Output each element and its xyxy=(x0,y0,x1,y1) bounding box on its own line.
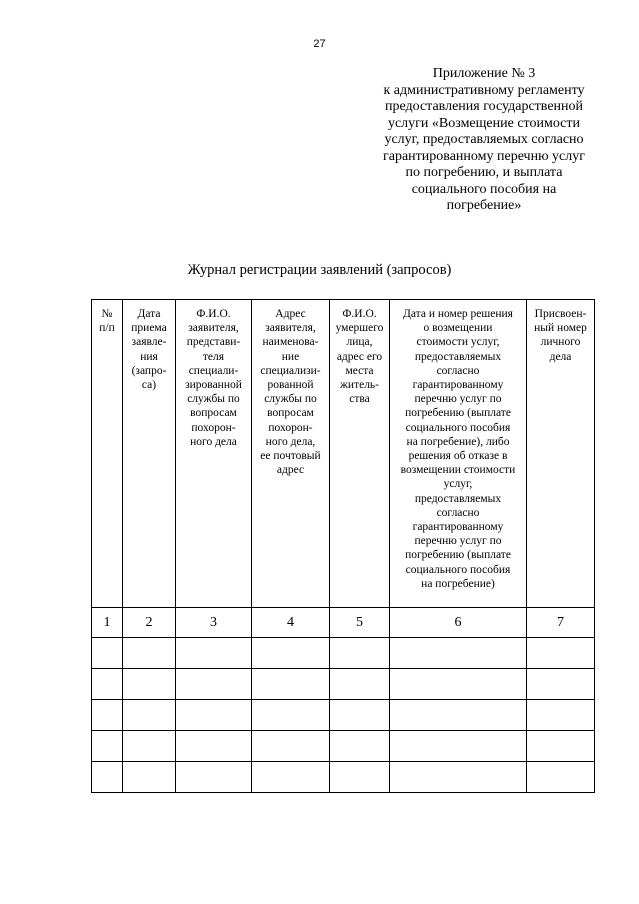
column-header-line: зированной xyxy=(185,379,242,392)
empty-cell xyxy=(123,669,176,700)
column-header-line: Ф.И.О. xyxy=(342,308,377,320)
appendix-line: услуги «Возмещение стоимости xyxy=(387,115,581,131)
column-header-line: предоставляемых xyxy=(414,492,502,505)
column-header-line: адрес xyxy=(276,464,305,477)
column-header-line: стоимости услуг, xyxy=(416,336,500,349)
empty-cell xyxy=(390,700,527,731)
column-header-line: предоставляемых xyxy=(414,350,502,363)
column-number: 5 xyxy=(330,608,390,638)
column-header-line: заявителя, xyxy=(188,322,239,335)
column-header-line: социального пособия xyxy=(405,563,511,576)
column-header-line: са) xyxy=(141,379,157,392)
column-header-line: перечню услуг по xyxy=(414,393,502,406)
empty-cell xyxy=(176,731,252,762)
column-header-line: наименова- xyxy=(262,336,319,349)
appendix-line: услуг, предоставляемых согласно xyxy=(384,132,584,147)
empty-cell xyxy=(92,762,123,793)
empty-cell xyxy=(390,762,527,793)
empty-cell xyxy=(527,669,595,700)
column-header-line: заявле- xyxy=(131,336,167,349)
appendix-header xyxy=(360,66,608,215)
column-header-line: вопросам xyxy=(190,407,237,420)
empty-cell xyxy=(176,700,252,731)
column-header xyxy=(252,300,330,608)
empty-cell xyxy=(330,700,390,731)
empty-cell xyxy=(390,669,527,700)
column-header-line: на погребение), либо xyxy=(406,435,510,448)
column-header-line: специализи- xyxy=(260,364,321,377)
empty-cell xyxy=(252,731,330,762)
empty-cell xyxy=(527,700,595,731)
column-header-line: услуг, xyxy=(443,478,473,491)
appendix-line: по погребению, и выплата xyxy=(405,165,563,180)
empty-row xyxy=(92,700,595,731)
column-header-line: п/п xyxy=(99,322,115,335)
registration-journal-table xyxy=(91,299,595,793)
column-header-line: погребению (выплате xyxy=(405,549,511,562)
empty-row xyxy=(92,638,595,669)
column-header-line: личного xyxy=(540,336,581,349)
column-header-line: вопросам xyxy=(267,407,314,420)
appendix-line: погребение» xyxy=(446,198,522,213)
column-header xyxy=(527,300,595,608)
column-number: 1 xyxy=(92,608,123,638)
empty-cell xyxy=(252,762,330,793)
column-header-line: ный номер xyxy=(534,322,587,335)
column-header-line: похорон- xyxy=(268,421,313,434)
empty-cell xyxy=(527,731,595,762)
column-header-line: решения об отказе в xyxy=(408,450,508,463)
appendix-line: гарантированному перечню услуг xyxy=(383,148,585,164)
empty-cell xyxy=(92,638,123,669)
table-title: Журнал регистрации заявлений (запросов) xyxy=(187,262,452,278)
column-header-line: специали- xyxy=(188,364,239,377)
column-header-line: службы по xyxy=(187,393,240,406)
column-header-line: ства xyxy=(349,393,370,406)
column-header-line: умершего xyxy=(335,322,384,335)
column-header xyxy=(176,300,252,608)
column-header-line: Дата и номер решения xyxy=(403,308,513,320)
column-header-line: ного дела, xyxy=(265,435,316,448)
column-header-line: похорон- xyxy=(191,421,236,434)
column-number: 3 xyxy=(176,608,252,638)
column-header xyxy=(330,300,390,608)
empty-cell xyxy=(92,731,123,762)
column-header-line: гарантированному xyxy=(412,379,504,392)
column-header-line: заявителя, xyxy=(265,322,316,335)
column-header-line: теля xyxy=(202,350,225,363)
empty-cell xyxy=(330,731,390,762)
column-header-line: перечню услуг по xyxy=(414,535,502,548)
empty-cell xyxy=(330,669,390,700)
column-header-line: Ф.И.О. xyxy=(196,308,231,320)
column-header xyxy=(92,300,123,608)
column-header xyxy=(390,300,527,608)
column-number: 6 xyxy=(390,608,527,638)
column-header-line: согласно xyxy=(436,364,480,377)
column-header xyxy=(123,300,176,608)
column-header-line: дела xyxy=(549,350,572,363)
column-header-line: ного дела xyxy=(190,435,237,448)
column-header-line: на погребение) xyxy=(421,577,495,590)
column-header-line: социального пособия xyxy=(405,421,511,434)
empty-cell xyxy=(527,762,595,793)
column-header-line: гарантированному xyxy=(412,521,504,534)
empty-cell xyxy=(252,700,330,731)
empty-row xyxy=(92,762,595,793)
column-number: 4 xyxy=(252,608,330,638)
column-header-line: погребению (выплате xyxy=(405,407,511,420)
empty-cell xyxy=(123,700,176,731)
appendix-line: социального пособия на xyxy=(411,181,557,197)
empty-cell xyxy=(527,638,595,669)
column-header-line: лица, xyxy=(346,336,373,349)
empty-cell xyxy=(390,638,527,669)
appendix-line: Приложение № 3 xyxy=(432,66,536,81)
empty-cell xyxy=(252,638,330,669)
empty-cell xyxy=(176,638,252,669)
empty-cell xyxy=(390,731,527,762)
column-header-line: приема xyxy=(131,322,167,335)
empty-cell xyxy=(176,762,252,793)
column-header-line: Дата xyxy=(137,308,161,320)
column-header-line: представи- xyxy=(186,336,241,349)
column-header-line: ния xyxy=(140,350,158,363)
column-number-row xyxy=(92,608,595,638)
column-header-line: Присвоен- xyxy=(534,308,587,320)
appendix-line: предоставления государственной xyxy=(384,99,584,114)
empty-cell xyxy=(123,762,176,793)
table-header-row xyxy=(92,300,595,608)
empty-cell xyxy=(92,669,123,700)
empty-cell xyxy=(123,731,176,762)
column-header-line: (запро- xyxy=(131,364,167,377)
empty-row xyxy=(92,669,595,700)
column-header-line: житель- xyxy=(339,379,380,392)
empty-row xyxy=(92,731,595,762)
column-header-line: № xyxy=(101,308,113,320)
column-number: 2 xyxy=(123,608,176,638)
empty-cell xyxy=(330,762,390,793)
empty-cell xyxy=(330,638,390,669)
column-header-line: адрес его xyxy=(336,350,383,363)
empty-cell xyxy=(92,700,123,731)
empty-cell xyxy=(123,638,176,669)
column-header-line: Адрес xyxy=(275,308,306,320)
page-number: 27 xyxy=(313,38,326,50)
column-number: 7 xyxy=(527,608,595,638)
column-header-line: ее почтовый xyxy=(260,450,321,463)
column-header-line: о возмещении xyxy=(423,322,493,335)
empty-cell xyxy=(176,669,252,700)
empty-cell xyxy=(252,669,330,700)
column-header-line: службы по xyxy=(264,393,317,406)
column-header-line: ние xyxy=(281,350,300,363)
appendix-line: к административному регламенту xyxy=(383,82,585,98)
column-header-line: места xyxy=(345,364,374,377)
column-header-line: рованной xyxy=(267,379,314,392)
column-header-line: возмещении стоимости xyxy=(400,464,516,477)
column-header-line: согласно xyxy=(436,506,480,519)
